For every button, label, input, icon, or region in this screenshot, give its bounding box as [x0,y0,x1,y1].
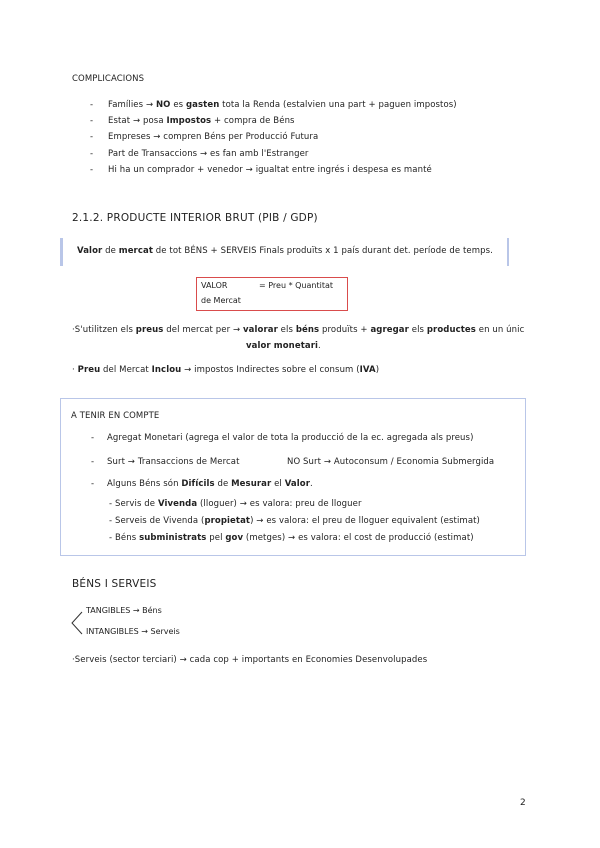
complicacions-item-part: gasten [185,100,220,110]
definition-bold-1: Valor [77,246,103,256]
item3-t3: el [271,479,285,489]
formula-left-top: VALOR [201,281,228,290]
complicacions-item [108,149,309,159]
complicacions-item-part: Estat → posa [108,116,167,126]
definition-text [77,246,493,256]
complicacions-item-part: NO [155,100,171,110]
section-title-pib: 2.1.2. PRODUCTE INTERIOR BRUT (PIB / GDP) [72,212,318,224]
a-tenir-item-2b: NO Surt → Autoconsum / Economia Submergida [287,457,495,467]
p2-b2: Inclou [151,365,182,375]
formula-equation: = Preu * Quantitat [259,281,333,290]
sub3-b2: gov [225,533,244,543]
formula-left-bottom: de Mercat [201,296,241,305]
p1-b3: béns [295,325,320,335]
item3-t4: . [309,479,313,489]
definition-text-1: de [102,246,119,256]
complicacions-dash: - [90,100,94,110]
definition-bold-2: mercat [118,246,153,256]
p1-b1: preus [135,325,164,335]
complicacions-dash: - [90,116,94,126]
p1-t6: en un únic [475,325,525,335]
item3-b3: Valor [284,479,310,489]
complicacions-item-part: Impostos [166,116,212,126]
item3-b1: Difícils [181,479,215,489]
a-tenir-item-2a: Surt → Transaccions de Mercat [107,457,240,467]
formula-box [196,277,348,311]
p1-b6: valor monetari [246,341,318,351]
a-tenir-dash-1: - [91,433,95,443]
p2-t4: ) [375,365,380,375]
p2-b3: IVA [359,365,376,375]
sub1-b1: Vivenda [157,499,198,509]
item3-t1: Alguns Béns són [107,479,182,489]
tangibles-line: TANGIBLES → Béns [86,606,162,615]
a-tenir-dash-3: - [91,479,95,489]
sub3-t2: pel [206,533,226,543]
complicacions-item [108,132,318,142]
complicacions-item [108,165,432,175]
item3-t2: de [214,479,232,489]
complicacions-item [108,100,457,110]
sub3-t3: (metges) → es valora: el cost de producció (estimat) [243,533,474,543]
p1-t2: del mercat per → [163,325,244,335]
a-tenir-box [60,398,526,556]
a-tenir-sub-3 [109,533,474,543]
p2-t1: · [72,365,78,375]
sub2-b1: propietat [204,516,251,526]
sub2-t1: - Serveis de Vivenda ( [109,516,205,526]
p1-t3: els [277,325,296,335]
definition-text-2: de tot BÉNS + SERVEIS Finals produïts x 1 país durant det. període de temps. [153,246,493,256]
pib-paragraph-2 [72,365,379,375]
sub1-t2: (lloguer) → es valora: preu de lloguer [197,499,362,509]
a-tenir-heading: A TENIR EN COMPTE [71,411,160,421]
sub2-t2: ) → es valora: el preu de lloguer equivalent (estimat) [250,516,480,526]
complicacions-heading: COMPLICACIONS [72,74,145,84]
p2-t3: → impostos Indirectes sobre el consum ( [181,365,360,375]
complicacions-item [108,116,295,126]
complicacions-dash: - [90,165,94,175]
bens-serveis-title: BÉNS I SERVEIS [72,578,157,590]
p1-t7: . [318,341,321,351]
complicacions-dash: - [90,132,94,142]
p1-t5: els [408,325,427,335]
p2-b1: Preu [77,365,101,375]
complicacions-dash: - [90,149,94,159]
p1-b4: agregar [370,325,409,335]
a-tenir-item-3 [107,479,313,489]
sub1-t1: - Servis de [109,499,158,509]
complicacions-item-part: Hi ha un comprador + venedor → igualtat entre ingrés i despesa es manté [108,165,432,175]
serveis-paragraph: ·Serveis (sector terciari) → cada cop + importants en Economies Desenvolupades [72,655,428,665]
complicacions-item-part: es [170,100,186,110]
complicacions-item-part: + compra de Béns [211,116,295,126]
a-tenir-item-1: Agregat Monetari (agrega el valor de tota la producció de la ec. agregada als preus) [107,433,474,443]
definition-box [60,238,509,266]
complicacions-item-part: Empreses → compren Béns per Producció Futura [108,132,319,142]
pib-paragraph-1-line-1 [72,325,524,335]
sub3-b1: subministrats [139,533,207,543]
p1-b5: productes [426,325,476,335]
a-tenir-dash-2: - [91,457,95,467]
complicacions-item-part: Part de Transaccions → es fan amb l'Estranger [108,149,309,159]
p2-t2: del Mercat [100,365,152,375]
intangibles-line: INTANGIBLES → Serveis [86,627,180,636]
p1-t1: ·S'utilitzen els [72,325,136,335]
sub3-t1: - Béns [109,533,140,543]
a-tenir-sub-1 [109,499,362,509]
page-number: 2 [520,798,526,808]
p1-t4: produïts + [319,325,371,335]
complicacions-item-part: Famílies → [108,100,156,110]
pib-paragraph-1-line-2 [246,341,321,351]
complicacions-item-part: tota la Renda (estalvien una part + paguen impostos) [219,100,457,110]
p1-b2: valorar [243,325,278,335]
item3-b2: Mesurar [231,479,272,489]
a-tenir-sub-2 [109,516,480,526]
